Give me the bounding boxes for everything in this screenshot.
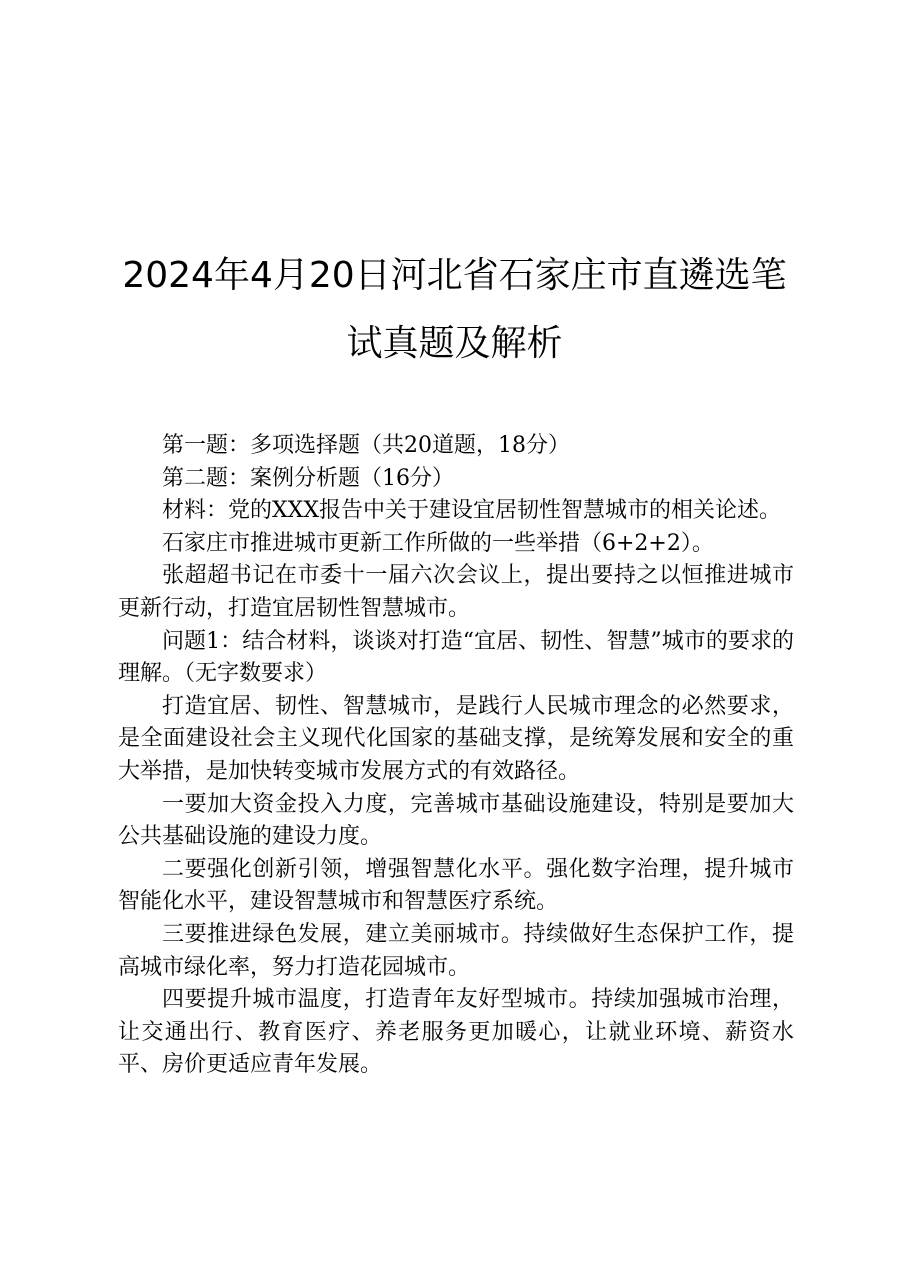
paragraph-question-1: 问题1：结合材料，谈谈对打造“宜居、韧性、智慧”城市的要求的理解。（无字数要求）	[118, 628, 794, 687]
paragraph-material: 材料：党的XXX报告中关于建设宜居韧性智慧城市的相关论述。	[162, 498, 781, 524]
paragraph-question-one: 第一题：多项选择题（共20道题，18分）	[162, 433, 570, 458]
page-title-line-2: 试真题及解析	[346, 323, 563, 364]
paragraph-point-two: 二要强化创新引领，增强智慧化水平。强化数字治理，提升城市智能化水平，建设智慧城市和智慧医疗系统。	[118, 856, 794, 915]
paragraph-secretary-speech: 张超超书记在市委十一届六次会议上，提出要持之以恒推进城市更新行动，打造宜居韧性智慧城市。	[118, 563, 794, 621]
paragraph-point-four: 四要提升城市温度，打造青年友好型城市。持续加强城市治理，让交通出行、教育医疗、养老服务更加暖心，让就业环境、薪资水平、房价更适应青年发展。	[118, 987, 794, 1078]
paragraph-point-three: 三要推进绿色发展，建立美丽城市。持续做好生态保护工作，提高城市绿化率，努力打造花园城市。	[118, 921, 794, 980]
page-title-line-1: 2024年4月20日河北省石家庄市直遴选笔	[122, 255, 787, 296]
paragraph-measures: 石家庄市推进城市更新工作所做的一些举措（6+2+2）。	[162, 530, 714, 556]
paragraph-answer-intro: 打造宜居、韧性、智慧城市，是践行人民城市理念的必然要求，是全面建设社会主义现代化国家的基础支撑，是统筹发展和安全的重大举措，是加快转变城市发展方式的有效路径。	[118, 693, 794, 784]
paragraph-question-two: 第二题：案例分析题（16分）	[162, 465, 454, 491]
paragraph-point-one: 一要加大资金投入力度，完善城市基础设施建设，特别是要加大公共基础设施的建设力度。	[118, 791, 794, 850]
document-body	[118, 430, 794, 1082]
